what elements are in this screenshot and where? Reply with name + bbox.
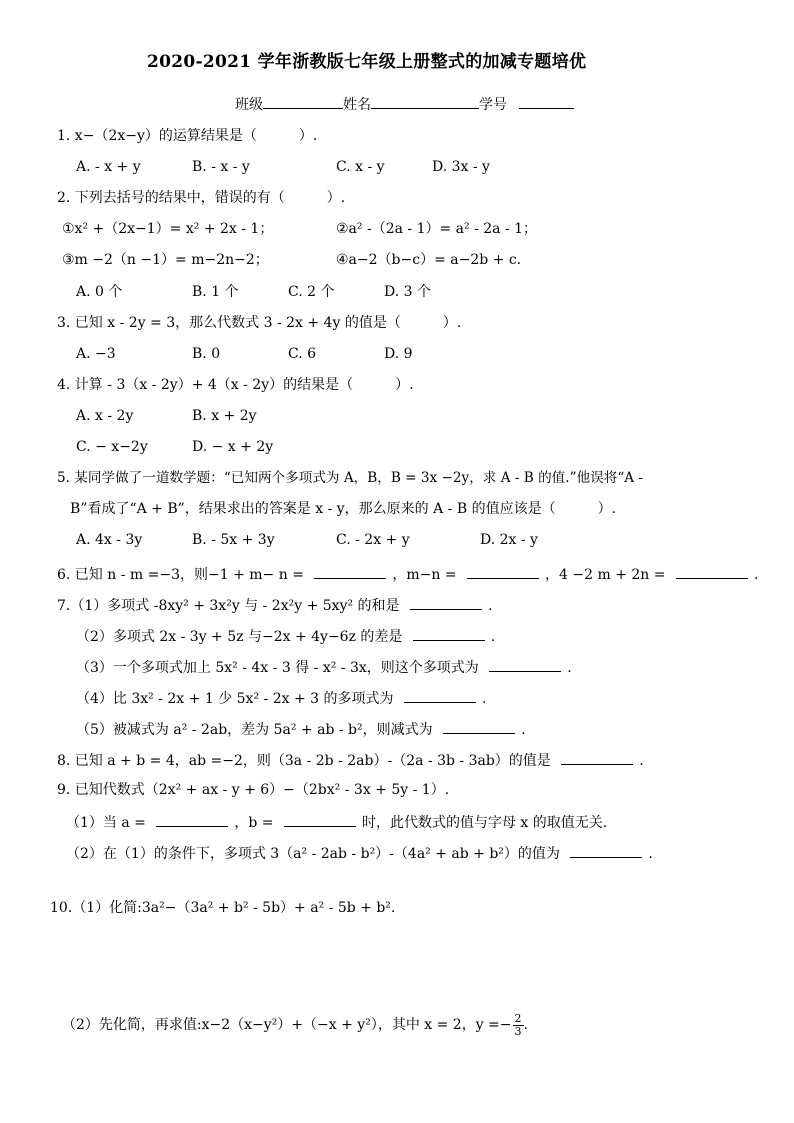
fraction-two-thirds — [513, 1013, 524, 1038]
q7-blank-1[interactable] — [410, 595, 482, 610]
q8-end: . — [639, 753, 644, 769]
q3-option-c: C. 6 — [288, 346, 317, 362]
q2-stem: 2. 下列去括号的结果中，错误的有（ ）. — [57, 190, 346, 206]
q9-p1-text-b: ，b = — [234, 815, 274, 831]
q2-option-d: D. 3 个 — [384, 284, 431, 300]
q9-part-1 — [66, 812, 607, 832]
q6-text-2: ，m−n = — [392, 567, 457, 583]
q10-p2-text: （2）先化简，再求值:x−2（x−y²）+（−x + y²），其中 x = 2，y =− — [62, 1017, 512, 1033]
q7-p5-text: （5）被减式为 a² - 2ab，差为 5a² + ab - b²，则减式为 — [76, 722, 433, 738]
q8-stem: 8. 已知 a + b = 4，ab =−2，则（3a - 2b - 2ab）-（2a - 3b - 3ab）的值是 — [57, 753, 551, 769]
q9-end: . — [648, 846, 653, 862]
page-title: 2020-2021 学年浙教版七年级上册整式的加减专题培优 — [147, 52, 587, 72]
q10-p2-end: . — [523, 1017, 528, 1033]
q9-p1-text-a: （1）当 a = — [66, 815, 146, 831]
q3-option-d: D. 9 — [384, 346, 413, 362]
q4-option-a: A. x - 2y — [76, 408, 134, 424]
q1-option-b: B. - x - y — [192, 159, 250, 175]
student-info-line — [235, 94, 574, 114]
q3-option-a: A. −3 — [76, 346, 116, 362]
q9-blank-a[interactable] — [156, 812, 228, 827]
q9-blank-c[interactable] — [570, 843, 642, 858]
class-label: 班级 — [235, 97, 263, 113]
q2-item-2: ②a² -（2a - 1）= a² - 2a - 1； — [336, 221, 538, 237]
q9-p2-text: （2）在（1）的条件下，多项式 3（a² - 2ab - b²）-（4a² + ab + b²）的值为 — [66, 846, 560, 862]
q8-line — [57, 750, 644, 770]
q6-text-3: ，4 −2 m + 2n = — [545, 567, 666, 583]
q1-option-c: C. x - y — [336, 159, 385, 175]
q7-blank-2[interactable] — [413, 626, 485, 641]
q7-blank-5[interactable] — [443, 719, 515, 734]
q5-option-b: B. - 5x + 3y — [192, 532, 275, 548]
q5-stem-line-2: B”看成了“A + B”，结果求出的答案是 x - y，那么原来的 A - B 的值应该是（ ）. — [70, 501, 617, 517]
q1-option-d: D. 3x - y — [432, 159, 490, 175]
q7-p2-end: . — [490, 629, 496, 645]
q7-p3-end: . — [567, 660, 572, 676]
q7-blank-3[interactable] — [489, 657, 561, 672]
q2-item-1: ①x² +（2x−1）= x² + 2x - 1； — [62, 221, 274, 237]
id-blank[interactable] — [519, 94, 574, 109]
q7-p4-text: （4）比 3x² - 2x + 1 少 5x² - 2x + 3 的多项式为 — [76, 691, 394, 707]
q9-stem: 9. 已知代数式（2x² + ax - y + 6）−（2bx² - 3x + 5y - 1）. — [57, 782, 450, 798]
q7-part-1 — [57, 595, 492, 615]
name-blank[interactable] — [371, 94, 479, 109]
q9-blank-b[interactable] — [284, 812, 356, 827]
q1-option-a: A. - x + y — [76, 159, 141, 175]
q7-part-4 — [76, 688, 486, 708]
q5-option-d: D. 2x - y — [480, 532, 538, 548]
q7-part-5 — [76, 719, 526, 739]
q6-text-1: 6. 已知 n - m =−3，则−1 + m− n = — [57, 567, 304, 583]
q3-option-b: B. 0 — [192, 346, 221, 362]
q10-part-2 — [62, 1010, 528, 1040]
name-label: 姓名 — [343, 97, 371, 113]
fraction-denominator: 3 — [514, 1024, 522, 1038]
q2-item-3: ③m −2（n −1）= m−2n−2； — [62, 252, 269, 268]
q7-blank-4[interactable] — [404, 688, 476, 703]
q6-blank-2[interactable] — [467, 564, 539, 579]
q2-option-c: C. 2 个 — [288, 284, 335, 300]
fraction-numerator: 2 — [514, 1011, 522, 1025]
id-label: 学号 — [479, 97, 507, 113]
q7-p1-end: . — [488, 598, 493, 614]
q3-stem: 3. 已知 x - 2y = 3，那么代数式 3 - 2x + 4y 的值是（ ）. — [57, 315, 462, 331]
q4-option-c: C. − x−2y — [76, 439, 148, 455]
q5-option-c: C. - 2x + y — [336, 532, 410, 548]
class-blank[interactable] — [263, 94, 343, 109]
q7-p4-end: . — [481, 691, 487, 707]
q4-stem: 4. 计算 - 3（x - 2y）+ 4（x - 2y）的结果是（ ）. — [57, 377, 414, 393]
q2-option-a: A. 0 个 — [76, 284, 123, 300]
q6-blank-3[interactable] — [676, 564, 748, 579]
q10-part-1: 10.（1）化简:3a²−（3a² + b² - 5b）+ a² - 5b + b². — [50, 900, 396, 916]
q6-end: . — [753, 567, 759, 583]
q7-p1-text: （1）多项式 -8xy² + 3x²y 与 - 2x²y + 5xy² 的和是 — [70, 598, 400, 614]
q6-blank-1[interactable] — [314, 564, 386, 579]
q9-p1-text-c: 时，此代数式的值与字母 x 的取值无关. — [361, 815, 608, 831]
q6-line — [57, 564, 758, 584]
q5-stem-line-1: 5. 某同学做了一道数学题：“已知两个多项式为 A，B，B = 3x −2y，求 A - B 的值.”他误将“A - — [57, 470, 644, 486]
q2-option-b: B. 1 个 — [192, 284, 239, 300]
q7-p2-text: （2）多项式 2x - 3y + 5z 与−2x + 4y−6z 的差是 — [76, 629, 403, 645]
q4-option-d: D. − x + 2y — [192, 439, 274, 455]
q5-option-a: A. 4x - 3y — [76, 532, 143, 548]
q4-option-b: B. x + 2y — [192, 408, 257, 424]
q7-p3-text: （3）一个多项式加上 5x² - 4x - 3 得 - x² - 3x，则这个多项式为 — [76, 660, 479, 676]
q7-part-3 — [76, 657, 572, 677]
q8-blank[interactable] — [561, 750, 633, 765]
q1-stem: 1. x−（2x−y）的运算结果是（ ）. — [57, 128, 318, 144]
q7-part-2 — [76, 626, 495, 646]
q9-part-2 — [66, 843, 653, 863]
q2-item-4: ④a−2（b−c）= a−2b + c. — [336, 252, 522, 268]
q7-p5-end: . — [521, 722, 526, 738]
q7-number: 7. — [57, 598, 71, 614]
